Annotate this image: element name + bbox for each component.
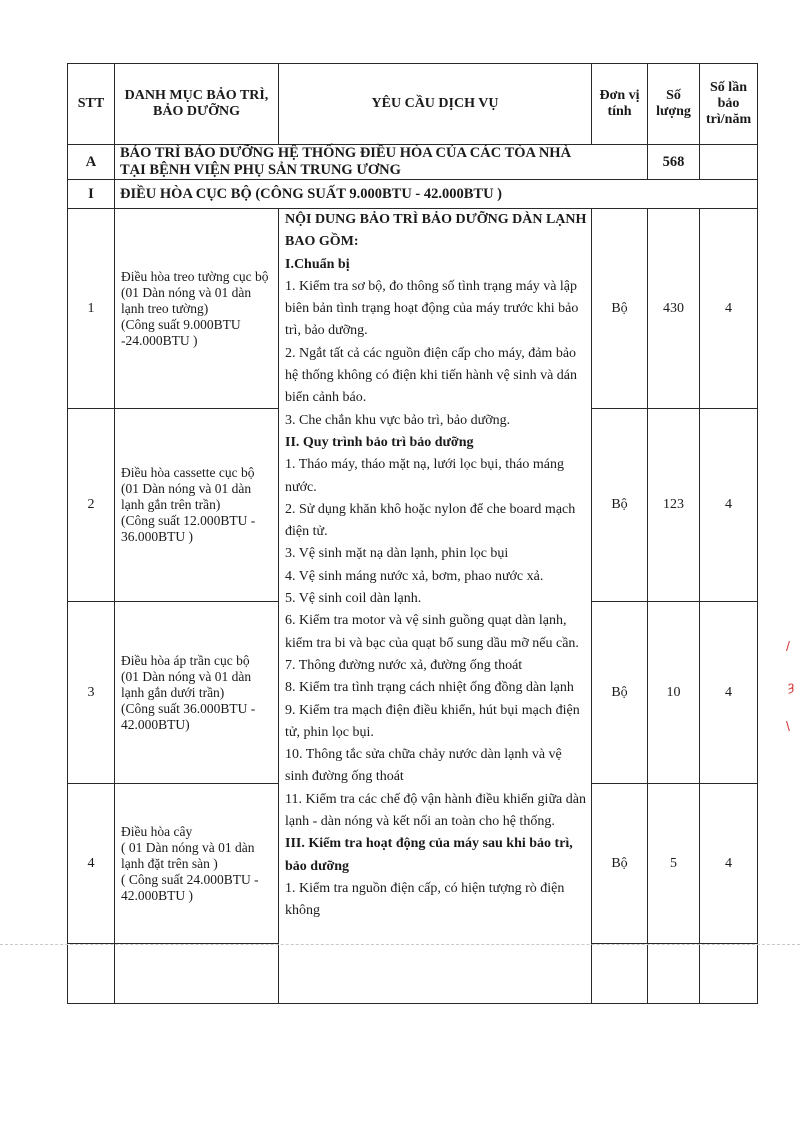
empty-cell xyxy=(700,944,758,1004)
process-item: 10. Thông tắc sửa chữa chảy nước dàn lạnh và vệ sinh đường ống thoát xyxy=(285,747,562,785)
section-a-row xyxy=(68,145,758,180)
item-name-text: Điều hòa cassette cục bộ (01 Dàn nóng và 01 dàn lạnh gắn trên trần) (Công suất 12.000BTU - 36.000BTU ) xyxy=(121,465,256,544)
section-i-code: I xyxy=(68,180,115,209)
item-times: 4 xyxy=(700,602,758,784)
margin-stamp-mark: ȝ xyxy=(788,678,795,694)
process-item: 6. Kiểm tra motor và vệ sinh guồng quạt dàn lạnh, kiểm tra bi và bạc của quạt bổ sung dầu mỡ nếu cần. xyxy=(285,613,579,651)
empty-cell xyxy=(648,944,700,1004)
process-item: 2. Sử dụng khăn khô hoặc nylon để che board mạch điện tử. xyxy=(285,501,576,540)
item-quantity: 5 xyxy=(648,784,700,944)
section-a-quantity: 568 xyxy=(648,145,700,180)
header-service: YÊU CẦU DỊCH VỤ xyxy=(279,64,592,145)
process-item: 5. Vệ sinh coil dàn lạnh. xyxy=(285,591,422,607)
header-row xyxy=(68,64,758,145)
requirements-title: NỘI DUNG BẢO TRÌ BẢO DƯỠNG DÀN LẠNH BAO GỒM: xyxy=(285,212,587,250)
item-name xyxy=(115,409,279,602)
margin-stamp-mark: / xyxy=(786,638,790,654)
item-name xyxy=(115,209,279,409)
item-quantity: 430 xyxy=(648,209,700,409)
item-times: 4 xyxy=(700,409,758,602)
item-unit: Bộ xyxy=(592,209,648,409)
check-item: 1. Kiểm tra nguồn điện cấp, có hiện tượng rò điện không xyxy=(285,880,565,919)
service-requirements xyxy=(279,209,592,1004)
process-item: 7. Thông đường nước xả, đường ống thoát xyxy=(285,657,523,673)
process-item: 11. Kiểm tra các chế độ vận hành điều khiển giữa dàn lạnh - dàn nóng và kết nối an toàn cho hệ thống. xyxy=(285,791,586,830)
empty-cell xyxy=(592,944,648,1004)
item-name-text: Điều hòa treo tường cục bộ (01 Dàn nóng và 01 dàn lạnh treo tường) (Công suất 9.000BTU -24.000BTU ) xyxy=(121,268,269,348)
section-a-times xyxy=(700,145,758,180)
margin-stamp-mark: \ xyxy=(786,718,790,734)
section-i-row xyxy=(68,180,758,209)
item-unit: Bộ xyxy=(592,784,648,944)
item-stt: 1 xyxy=(68,209,115,409)
process-item: 4. Vệ sinh máng nước xả, bơm, phao nước xả. xyxy=(285,568,544,584)
item-name-text: Điều hòa cây ( 01 Dàn nóng và 01 dàn lạnh đặt trên sàn ) ( Công suất 24.000BTU - 42.000BTU ) xyxy=(121,823,259,903)
process-item: 1. Tháo máy, tháo mặt nạ, lưới lọc bụi, tháo máng nước. xyxy=(285,457,564,495)
scan-fold-line xyxy=(0,944,800,945)
item-name xyxy=(115,602,279,784)
header-category: DANH MỤC BẢO TRÌ, BẢO DƯỠNG xyxy=(115,64,279,145)
requirements-section-check: III. Kiểm tra hoạt động của máy sau khi bảo trì, bảo dưỡng xyxy=(285,836,573,874)
item-stt: 3 xyxy=(68,602,115,784)
empty-cell xyxy=(115,944,279,1004)
item-quantity: 123 xyxy=(648,409,700,602)
item-stt: 2 xyxy=(68,409,115,602)
item-times: 4 xyxy=(700,209,758,409)
item-unit: Bộ xyxy=(592,602,648,784)
empty-cell xyxy=(68,944,115,1004)
prep-item: 2. Ngắt tất cả các nguồn điện cấp cho máy, đảm bảo hệ thống không có điện khi tiến hành vệ sinh và dán biển cảnh báo. xyxy=(285,345,577,406)
item-stt: 4 xyxy=(68,784,115,944)
item-name-text: Điều hòa áp trần cục bộ (01 Dàn nóng và 01 dàn lạnh gắn dưới trần) (Công suất 36.000BTU - 42.000BTU) xyxy=(121,652,256,732)
table-row xyxy=(68,209,758,409)
header-stt: STT xyxy=(68,64,115,145)
section-a-title: BẢO TRÌ BẢO DƯỠNG HỆ THỐNG ĐIỀU HÒA CỦA CÁC TÒA NHÀ TẠI BỆNH VIỆN PHỤ SẢN TRUNG ƯƠNG xyxy=(115,145,648,180)
process-item: 9. Kiểm tra mạch điện điều khiển, hút bụi mạch điện tử, phin lọc bụi. xyxy=(285,702,580,740)
header-unit: Đơn vị tính xyxy=(592,64,648,145)
item-times: 4 xyxy=(700,784,758,944)
header-times: Số lần bảo trì/năm xyxy=(700,64,758,145)
requirements-section-process: II. Quy trình bảo trì bảo dưỡng xyxy=(285,434,474,450)
requirements-section-prep: I.Chuẩn bị xyxy=(285,256,350,272)
item-quantity: 10 xyxy=(648,602,700,784)
prep-item: 3. Che chắn khu vực bảo trì, bảo dưỡng. xyxy=(285,412,511,428)
maintenance-table xyxy=(67,63,758,1004)
header-quantity: Số lượng xyxy=(648,64,700,145)
item-name xyxy=(115,784,279,944)
item-unit: Bộ xyxy=(592,409,648,602)
process-item: 3. Vệ sinh mặt nạ dàn lạnh, phin lọc bụi xyxy=(285,546,509,562)
section-a-code: A xyxy=(68,145,115,180)
prep-item: 1. Kiểm tra sơ bộ, đo thông số tình trạng máy và lập biên bản tình trạng hoạt động của máy trước khi bảo trì, bảo dưỡng. xyxy=(285,278,579,339)
section-i-title: ĐIỀU HÒA CỤC BỘ (CÔNG SUẤT 9.000BTU - 42.000BTU ) xyxy=(115,180,758,209)
process-item: 8. Kiểm tra tình trạng cách nhiệt ống đồng dàn lạnh xyxy=(285,680,574,696)
